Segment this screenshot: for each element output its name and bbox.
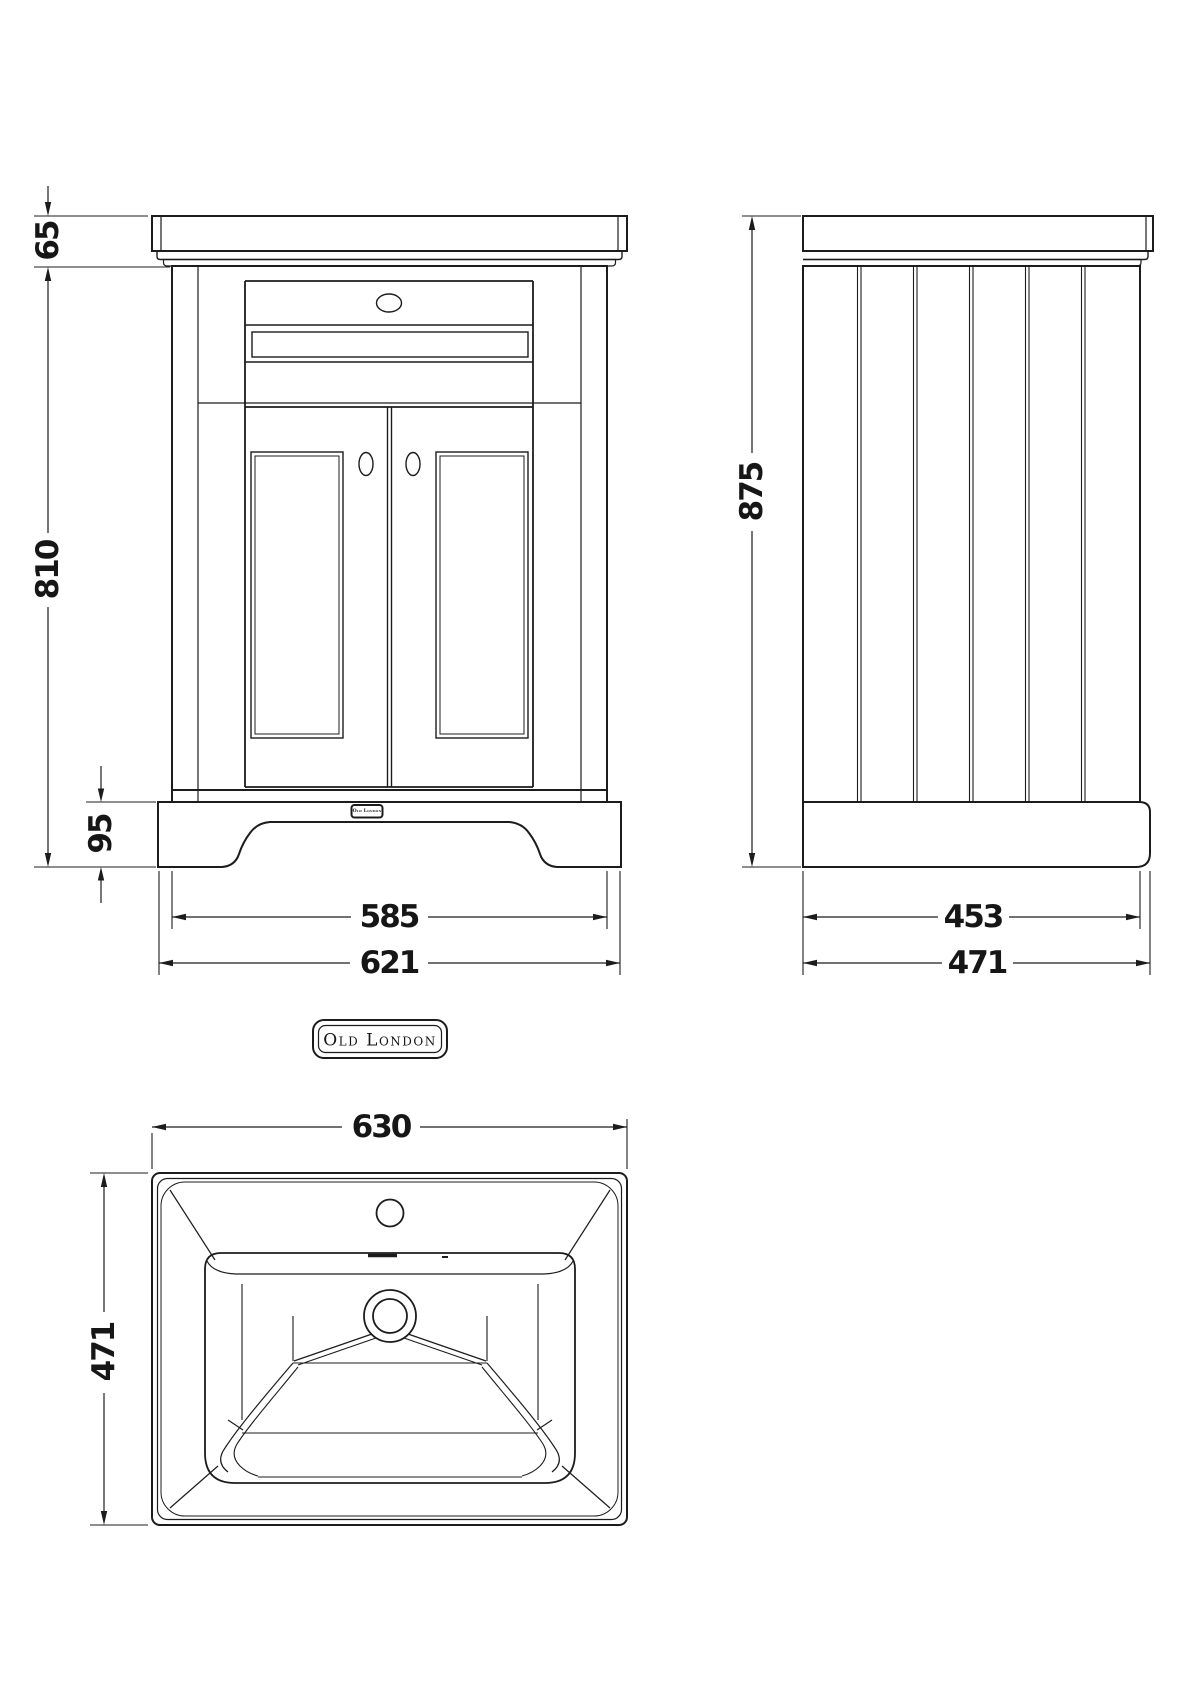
arrowhead xyxy=(45,202,51,216)
channel-left-inner xyxy=(234,1367,298,1476)
arrowhead xyxy=(101,1511,107,1525)
arrowhead xyxy=(593,914,607,920)
worktop-front xyxy=(152,216,627,266)
door-right-panel xyxy=(436,452,528,738)
worktop-side xyxy=(803,216,1153,266)
drawer-lip-recess xyxy=(252,332,528,357)
door-right-panel-inner xyxy=(440,456,524,734)
arrowhead xyxy=(803,914,817,920)
dimension-label-471-basin: 471 xyxy=(86,1322,122,1382)
arrowhead xyxy=(613,1124,627,1130)
worktop-slab-side xyxy=(803,216,1153,251)
door-left-panel xyxy=(251,452,343,738)
dimension-label-471-side: 471 xyxy=(947,945,1007,981)
plinth-front xyxy=(158,802,621,867)
door-knob-right xyxy=(406,453,420,476)
deck-diagonal-tr xyxy=(565,1190,610,1260)
dimension-label-810: 810 xyxy=(30,540,66,600)
dimension-body-width xyxy=(172,871,607,935)
basin-deck-line xyxy=(161,1182,618,1516)
old-london-plate-label: Old London xyxy=(352,809,382,814)
arrowhead xyxy=(803,960,817,966)
basin-bowl xyxy=(205,1253,575,1483)
arrowhead xyxy=(606,960,620,966)
dimension-label-875: 875 xyxy=(734,462,770,522)
arrowhead xyxy=(749,853,755,867)
waste-inner xyxy=(373,1299,407,1333)
channel-left-tick xyxy=(228,1420,243,1430)
worktop-trim-upper-side xyxy=(803,251,1148,260)
side-view xyxy=(803,216,1153,867)
arrowhead xyxy=(172,914,186,920)
arrowhead xyxy=(45,853,51,867)
arrowhead xyxy=(1126,914,1140,920)
door-left xyxy=(251,452,373,738)
worktop-trim-upper xyxy=(157,251,622,260)
body-outline xyxy=(172,266,607,790)
arrowhead xyxy=(98,789,104,803)
plinth-side xyxy=(803,802,1150,867)
dimension-basin-width xyxy=(152,1109,627,1169)
waste-slope-left-inner xyxy=(298,1338,376,1365)
arrowhead xyxy=(159,960,173,966)
waste-slope-left xyxy=(294,1334,372,1361)
plinth-outline xyxy=(158,802,621,867)
dimension-label-65: 65 xyxy=(30,221,66,261)
channel-right-inner xyxy=(482,1367,546,1476)
basin-rim-line xyxy=(158,1179,622,1520)
front-view xyxy=(152,216,627,867)
basin-plan-view xyxy=(152,1173,627,1525)
arrowhead xyxy=(101,1173,107,1187)
dimension-label-453: 453 xyxy=(943,899,1003,935)
worktop-slab xyxy=(152,216,627,251)
drawer-front xyxy=(245,294,533,362)
bowl-lip-line xyxy=(207,1261,573,1274)
waste-slope-right-inner xyxy=(404,1338,482,1365)
arrowhead xyxy=(1136,960,1150,966)
badge-label: Old London xyxy=(323,1030,437,1051)
dimension-label-630: 630 xyxy=(351,1109,411,1145)
door-right xyxy=(406,452,528,738)
deck-diagonal-tl xyxy=(170,1190,215,1260)
channel-right-tick xyxy=(537,1420,552,1430)
dimension-overall-height xyxy=(734,216,801,867)
dimension-cabinet-height xyxy=(30,281,156,867)
bowl-rim xyxy=(205,1253,575,1483)
brand-badge xyxy=(313,1020,447,1058)
door-knob-left xyxy=(359,453,373,476)
drawer-pull-recess xyxy=(377,294,402,312)
dimension-label-95: 95 xyxy=(83,814,119,854)
side-panel-outline xyxy=(803,266,1140,802)
arrowhead xyxy=(98,867,104,881)
tap-hole xyxy=(377,1200,404,1227)
door-left-panel-inner xyxy=(255,456,339,734)
cabinet-body xyxy=(172,266,607,802)
waste-slope-right xyxy=(408,1334,486,1361)
dimension-label-621: 621 xyxy=(359,945,419,981)
dimension-basin-depth xyxy=(86,1173,148,1525)
dimension-basin-height xyxy=(30,186,170,281)
arrowhead xyxy=(749,216,755,230)
arrowhead xyxy=(45,267,51,281)
dimension-plinth-height xyxy=(83,766,156,903)
arrowhead xyxy=(152,1124,166,1130)
dimension-label-585: 585 xyxy=(359,899,419,935)
tongue-groove-panels xyxy=(803,266,1140,802)
